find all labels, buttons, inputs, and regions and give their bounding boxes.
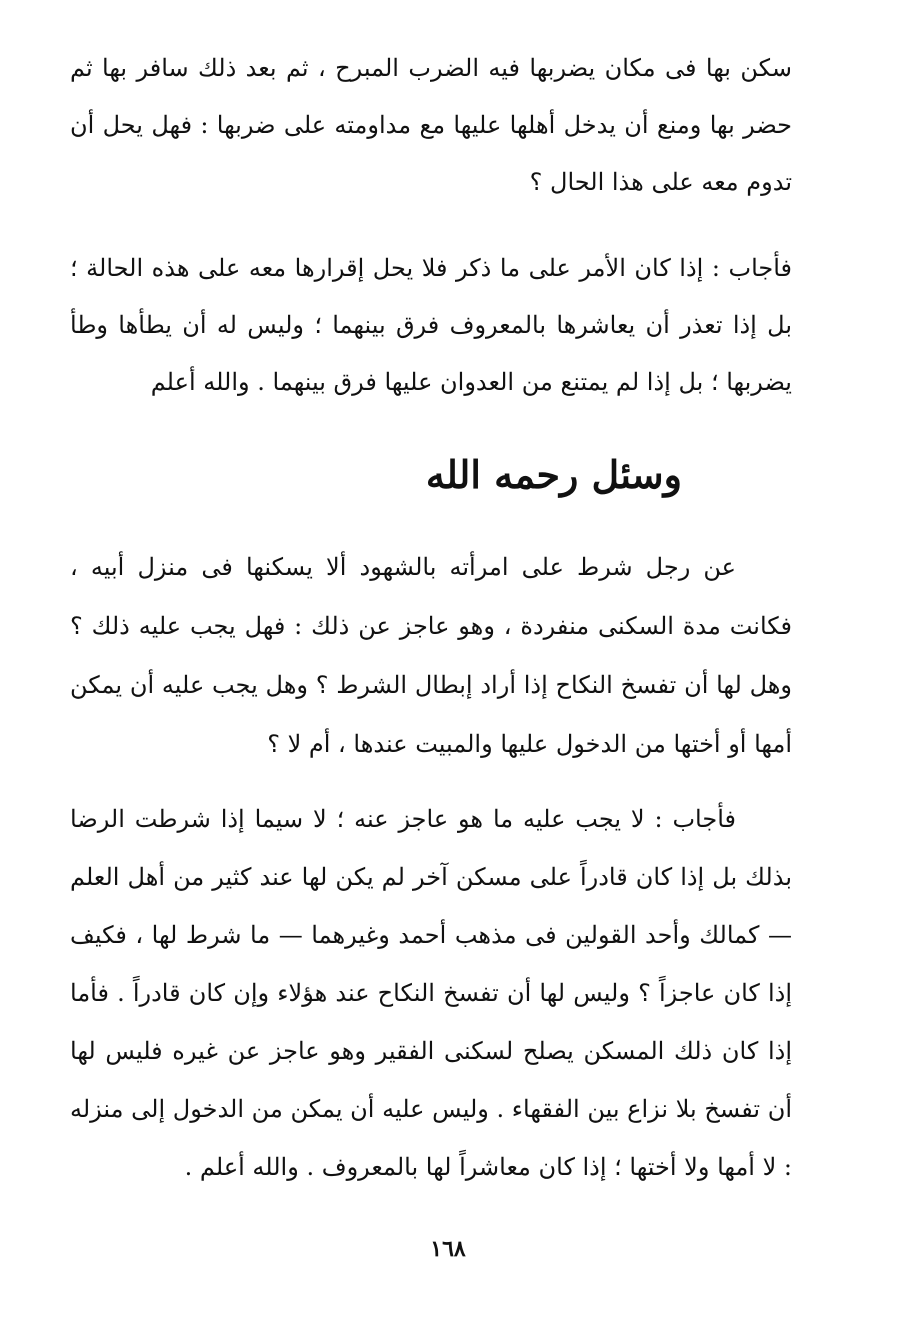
question-paragraph: سكن بها فى مكان يضربها فيه الضرب المبرح ، ثم بعد ذلك سافر بها ثم حضر بها ومنع أن يدخل أهلها عليها مع مداومته على ضربها : فهل يحل أن تدوم معه على هذا الحال ؟ (70, 54, 792, 196)
answer-paragraph: فأجاب : لا يجب عليه ما هو عاجز عنه ؛ لا سيما إذا شرطت الرضا بذلك بل إذا كان قادراً على مسكن آخر لم يكن لها عند كثير من أهل العلم — كمالك وأحد القولين فى مذهب أحمد وغيرهما — ما شرط لها ، فكيف إذا كان عاجزاً ؟ وليس لها أن تفسخ النكاح عند هؤلاء وإن كان قادراً . فأما إذا كان ذلك المسكن يصلح لسكنى الفقير وهو عاجز عن غيره فليس لها أن تفسخ بلا نزاع بين الفقهاء . وليس عليه أن يمكن من الدخول إلى منزله : لا أمها ولا أختها ؛ إذا كان معاشراً لها بالمعروف . والله أعلم . (70, 805, 792, 1181)
page-number: ١٦٨ (430, 1236, 466, 1262)
section-heading: وسئل رحمه الله (425, 452, 682, 497)
answer-paragraph: فأجاب : إذا كان الأمر على ما ذكر فلا يحل إقرارها معه على هذه الحالة ؛ بل إذا تعذر أن يعاشرها بالمعروف فرق بينهما ؛ وليس له أن يطأها وطأ يضربها ؛ بل إذا لم يمتنع من العدوان عليها فرق بينهما . والله أعلم (70, 254, 792, 396)
question-paragraph: عن رجل شرط على امرأته بالشهود ألا يسكنها فى منزل أبيه ، فكانت مدة السكنى منفردة ، وهو عاجز عن ذلك : فهل يجب عليه ذلك ؟ وهل لها أن تفسخ النكاح إذا أراد إبطال الشرط ؟ وهل يجب عليه أن يمكن أمها أو أختها من الدخول عليها والمبيت عندها ، أم لا ؟ (70, 553, 792, 758)
